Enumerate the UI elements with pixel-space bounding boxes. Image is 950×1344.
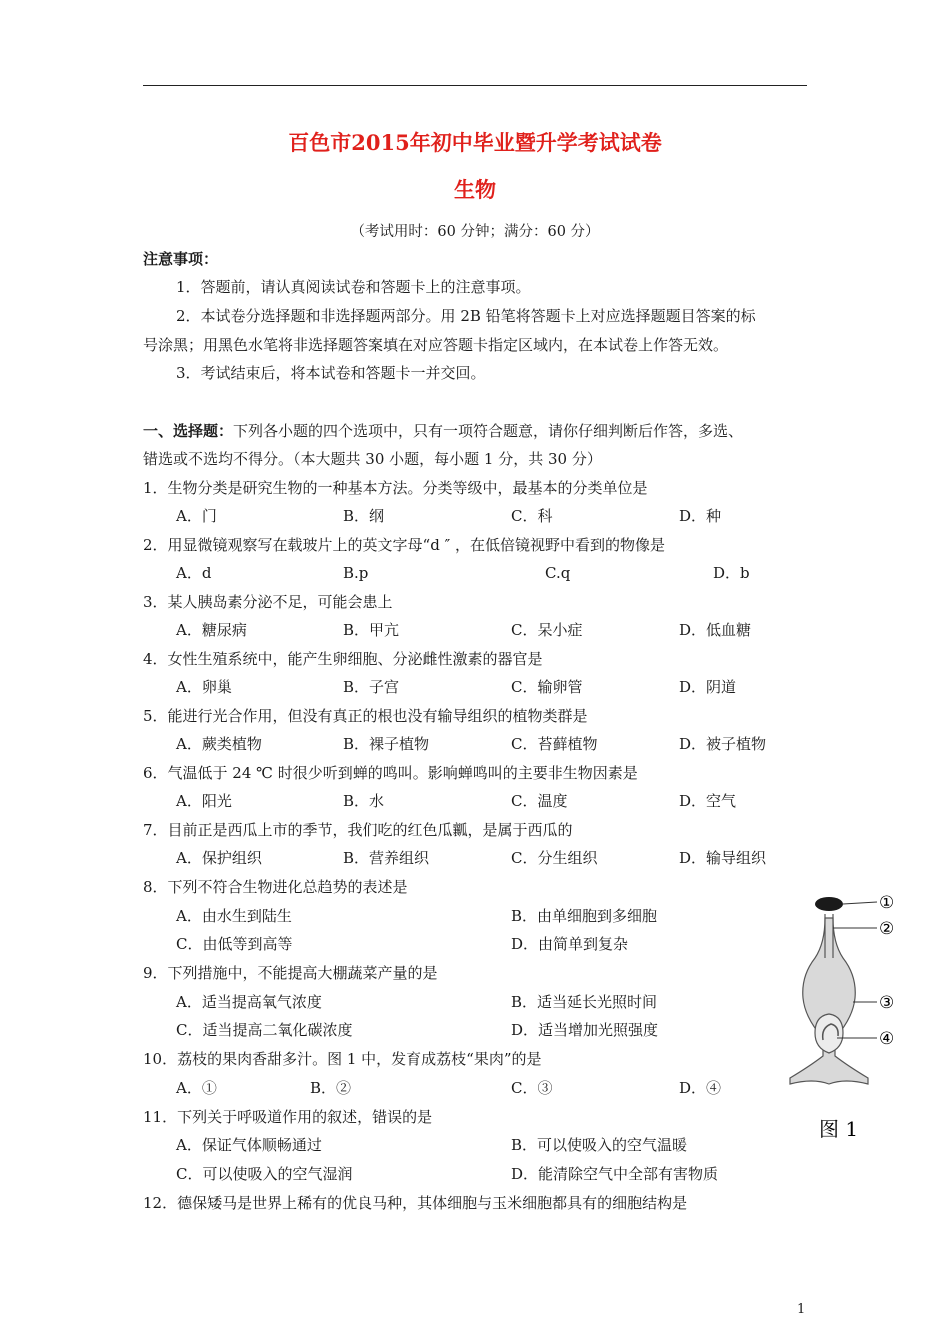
question-1-option-a: A．门 xyxy=(176,507,217,525)
question-3-option-b: B．甲亢 xyxy=(343,621,400,639)
notice-item-2b: 号涂黑；用黑色水笔将非选择题答案填在对应答题卡指定区域内，在本试卷上作答无效。 xyxy=(143,336,729,354)
question-11-option-a: A．保证气体顺畅通过 xyxy=(176,1136,322,1154)
section1-heading: 一、选择题： xyxy=(143,422,234,440)
question-8-option-c: C．由低等到高等 xyxy=(176,935,293,953)
question-9-stem: 9．下列措施中，不能提高大棚蔬菜产量的是 xyxy=(143,964,438,982)
section1-intro-a: 下列各小题的四个选项中，只有一项符合题意，请你仔细判断后作答，多选、 xyxy=(233,422,744,440)
question-8-stem: 8．下列不符合生物进化总趋势的表述是 xyxy=(143,878,408,896)
question-7-option-c: C．分生组织 xyxy=(511,849,598,867)
question-10-option-a: A．① xyxy=(176,1079,217,1097)
question-3-stem: 3．某人胰岛素分泌不足，可能会患上 xyxy=(143,593,393,611)
question-9-option-b: B．适当延长光照时间 xyxy=(511,993,658,1011)
header-rule xyxy=(143,85,807,86)
question-4-option-a: A．卵巢 xyxy=(176,678,232,696)
question-1-stem: 1．生物分类是研究生物的一种基本方法。分类等级中，最基本的分类单位是 xyxy=(143,479,648,497)
question-12-stem: 12．德保矮马是世界上稀有的优良马种，其体细胞与玉米细胞都具有的细胞结构是 xyxy=(143,1194,688,1212)
figure-label-4: ④ xyxy=(879,1029,895,1049)
question-2-stem: 2．用显微镜观察写在载玻片上的英文字母“d ″ ，在低倍镜视野中看到的物像是 xyxy=(143,536,665,554)
question-5-option-a: A．蕨类植物 xyxy=(176,735,262,753)
question-4-option-b: B．子宫 xyxy=(343,678,400,696)
question-3-option-c: C．呆小症 xyxy=(511,621,583,639)
question-3-option-d: D．低血糖 xyxy=(679,621,752,639)
subject-title: 生物 xyxy=(454,177,496,202)
ovary-shape xyxy=(790,918,868,1084)
question-5-option-d: D．被子植物 xyxy=(679,735,767,753)
question-8-option-b: B．由单细胞到多细胞 xyxy=(511,907,658,925)
question-7-stem: 7．目前正是西瓜上市的季节，我们吃的红色瓜瓤，是属于西瓜的 xyxy=(143,821,573,839)
question-6-stem: 6．气温低于 24 ℃ 时很少听到蝉的鸣叫。影响蝉鸣叫的主要非生物因素是 xyxy=(143,764,638,782)
section1-intro-line1 xyxy=(143,421,743,441)
figure-1 xyxy=(785,888,905,1148)
question-11-stem: 11．下列关于呼吸道作用的叙述，错误的是 xyxy=(143,1108,433,1126)
question-6-option-a: A．阳光 xyxy=(176,792,232,810)
question-7-option-a: A．保护组织 xyxy=(176,849,262,867)
question-4-option-c: C．输卵管 xyxy=(511,678,583,696)
question-10-option-b: B．② xyxy=(310,1079,352,1097)
figure-caption: 图 1 xyxy=(819,1117,859,1141)
figure-label-3: ③ xyxy=(879,993,895,1013)
figure-label-1: ① xyxy=(879,893,895,913)
exam-info: （考试用时：60 分钟；满分：60 分） xyxy=(350,224,600,240)
question-4-option-d: D．阴道 xyxy=(679,678,737,696)
question-2-option-b: B.p xyxy=(343,564,369,582)
question-2-option-d: D．b xyxy=(713,564,750,582)
question-8-option-d: D．由简单到复杂 xyxy=(511,935,629,953)
question-10-option-d: D．④ xyxy=(679,1079,722,1097)
question-4-stem: 4．女性生殖系统中，能产生卵细胞、分泌雌性激素的器官是 xyxy=(143,650,543,668)
question-10-option-c: C．③ xyxy=(511,1079,553,1097)
question-9-option-c: C．适当提高二氧化碳浓度 xyxy=(176,1021,353,1039)
question-3-option-a: A．糖尿病 xyxy=(176,621,247,639)
question-6-option-b: B．水 xyxy=(343,792,385,810)
figure-label-2: ② xyxy=(879,919,895,939)
question-6-option-c: C．温度 xyxy=(511,792,568,810)
page-title: 百色市2015年初中毕业暨升学考试试卷 xyxy=(288,130,662,155)
question-11-option-c: C．可以使吸入的空气湿润 xyxy=(176,1165,353,1183)
question-6-option-d: D．空气 xyxy=(679,792,737,810)
page-number: 1 xyxy=(797,1302,806,1317)
question-11-option-b: B．可以使吸入的空气温暖 xyxy=(511,1136,688,1154)
question-7-option-d: D．输导组织 xyxy=(679,849,767,867)
pistil-diagram xyxy=(785,888,905,1148)
notice-heading: 注意事项： xyxy=(143,250,219,268)
question-9-option-a: A．适当提高氧气浓度 xyxy=(176,993,322,1011)
question-1-option-d: D．种 xyxy=(679,507,722,525)
question-2-option-c: C.q xyxy=(545,564,571,582)
stigma-shape xyxy=(815,897,843,911)
section1-intro-b: 错选或不选均不得分。（本大题共 30 小题，每小题 1 分，共 30 分） xyxy=(143,450,602,468)
question-2-option-a: A．d xyxy=(176,564,212,582)
question-1-option-c: C．科 xyxy=(511,507,553,525)
question-5-option-c: C．苔藓植物 xyxy=(511,735,598,753)
question-7-option-b: B．营养组织 xyxy=(343,849,430,867)
notice-item-1: 1．答题前，请认真阅读试卷和答题卡上的注意事项。 xyxy=(176,278,531,296)
question-5-stem: 5．能进行光合作用，但没有真正的根也没有输导组织的植物类群是 xyxy=(143,707,588,725)
question-10-stem: 10．荔枝的果肉香甜多汁。图 1 中，发育成荔枝“果肉”的是 xyxy=(143,1050,542,1068)
question-5-option-b: B．裸子植物 xyxy=(343,735,430,753)
notice-item-3: 3．考试结束后，将本试卷和答题卡一并交回。 xyxy=(176,364,486,382)
question-1-option-b: B．纲 xyxy=(343,507,385,525)
notice-item-2a: 2．本试卷分选择题和非选择题两部分。用 2B 铅笔将答题卡上对应选择题题目答案的标 xyxy=(176,307,756,325)
leader-line-1 xyxy=(843,902,877,904)
question-11-option-d: D．能清除空气中全部有害物质 xyxy=(511,1165,719,1183)
question-9-option-d: D．适当增加光照强度 xyxy=(511,1021,659,1039)
question-8-option-a: A．由水生到陆生 xyxy=(176,907,292,925)
